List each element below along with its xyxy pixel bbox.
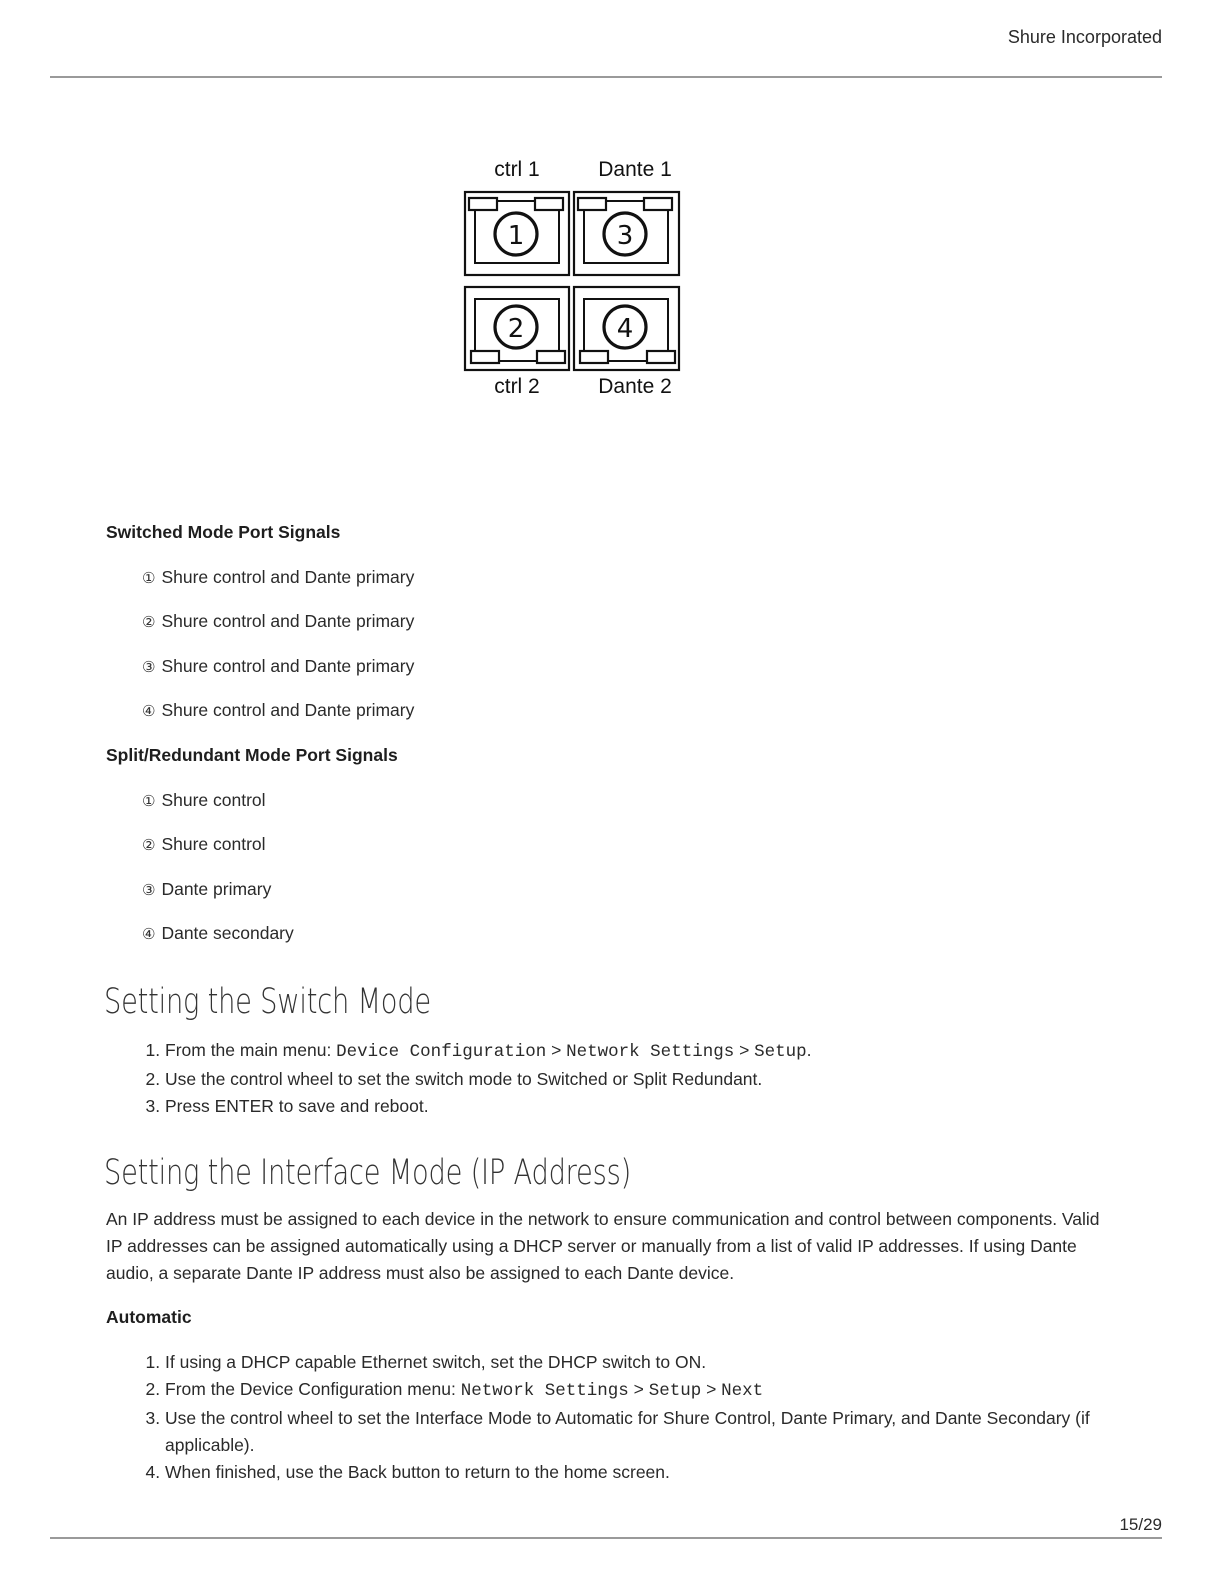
- port-label-dante2: Dante 2: [598, 375, 672, 398]
- circled-number: ③: [142, 881, 156, 899]
- ethernet-ports-graphic: [455, 150, 695, 410]
- split-signal-item: [142, 879, 271, 900]
- split-signal-item: [142, 923, 294, 944]
- switch-mode-step: 3. Press ENTER to save and reboot.: [165, 1093, 1116, 1120]
- circled-number: ③: [142, 658, 156, 676]
- signal-text: Shure control: [161, 834, 266, 854]
- circled-number: ②: [142, 836, 156, 854]
- port-label-ctrl2: ctrl 2: [494, 375, 540, 398]
- footer-divider: [50, 1537, 1162, 1539]
- header-company-name: Shure Incorporated: [1007, 27, 1162, 47]
- switched-signal-item: [142, 611, 414, 632]
- signal-text: Shure control: [161, 790, 266, 810]
- signal-text: Shure control and Dante primary: [161, 611, 415, 631]
- port-label-ctrl1: ctrl 1: [494, 158, 540, 181]
- port-label-dante1: Dante 1: [598, 158, 672, 181]
- circled-number: ④: [142, 702, 156, 720]
- page-number: 15/29: [1119, 1515, 1162, 1534]
- automatic-step: 4. When finished, use the Back button to return to the home screen.: [165, 1459, 1116, 1486]
- automatic-step: 1. If using a DHCP capable Ethernet switch, set the DHCP switch to ON.: [165, 1349, 1116, 1376]
- automatic-steps: [106, 1349, 1116, 1486]
- interface-mode-paragraph: An IP address must be assigned to each device in the network to ensure communication and control between components. Valid IP addresses can be assigned automatically using a DHCP server or manually from a list of valid IP addresses. If using Dante audio, a separate Dante IP address must also be assigned to each Dante device.: [106, 1209, 1100, 1283]
- switch-mode-heading: Setting the Switch Mode: [104, 982, 431, 1022]
- circled-number: ②: [142, 613, 156, 631]
- switched-signal-item: [142, 700, 414, 721]
- split-signal-item: [142, 790, 266, 811]
- switch-mode-steps: [106, 1037, 1116, 1120]
- signal-text: Dante secondary: [161, 923, 294, 943]
- split-signal-item: [142, 834, 266, 855]
- automatic-heading: Automatic: [106, 1307, 192, 1327]
- switched-signal-item: [142, 656, 414, 677]
- automatic-step: 2. From the Device Configuration menu: Network Settings > Setup > Next: [165, 1376, 1116, 1405]
- signal-text: Dante primary: [161, 879, 272, 899]
- switch-mode-step: 1. From the main menu: Device Configuration > Network Settings > Setup.: [165, 1037, 1116, 1066]
- port-diagram: [455, 150, 695, 410]
- header-divider: [50, 76, 1162, 78]
- signal-text: Shure control and Dante primary: [161, 567, 415, 587]
- automatic-step: 3. Use the control wheel to set the Interface Mode to Automatic for Shure Control, Dante Primary, and Dante Secondary (if applicable).: [165, 1405, 1116, 1459]
- switched-mode-heading: Switched Mode Port Signals: [106, 522, 341, 542]
- split-mode-heading: Split/Redundant Mode Port Signals: [106, 745, 398, 765]
- switch-mode-step: 2. Use the control wheel to set the switch mode to Switched or Split Redundant.: [165, 1066, 1116, 1093]
- switched-signal-item: [142, 567, 414, 588]
- interface-mode-heading: Setting the Interface Mode (IP Address): [104, 1153, 632, 1193]
- port-number-1: 1: [507, 221, 525, 251]
- circled-number: ①: [142, 569, 156, 587]
- signal-text: Shure control and Dante primary: [161, 700, 415, 720]
- port-number-2: 2: [507, 314, 525, 344]
- port-number-3: 3: [616, 221, 634, 251]
- signal-text: Shure control and Dante primary: [161, 656, 415, 676]
- port-number-4: 4: [616, 314, 634, 344]
- circled-number: ④: [142, 925, 156, 943]
- circled-number: ①: [142, 792, 156, 810]
